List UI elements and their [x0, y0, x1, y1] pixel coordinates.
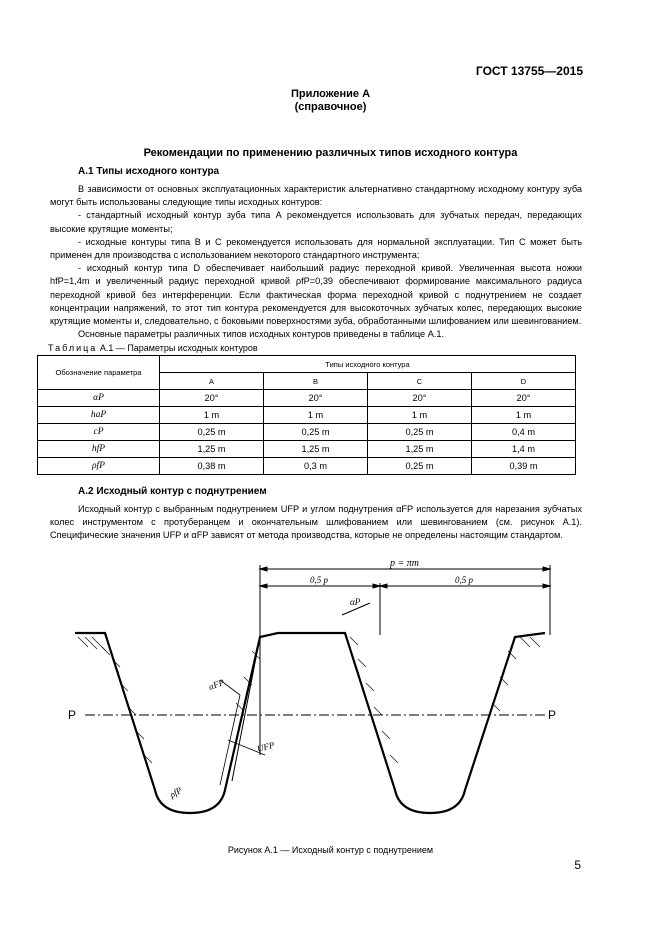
- paragraph: В зависимости от основных эксплуатационных характеристик альтернативно стандартному исходному контуру зуба могут быть использованы следующие типы исходных контуров:: [50, 184, 582, 208]
- param-symbol: ρfP: [38, 458, 160, 475]
- table-cell: 20°: [368, 390, 472, 407]
- table-row: [38, 424, 576, 441]
- col-header-param: Обозначение параметра: [38, 356, 160, 390]
- appendix-title: Приложение А: [290, 88, 371, 100]
- table-cell: 1,25 m: [160, 441, 264, 458]
- table-cell: 1 m: [160, 407, 264, 424]
- rho-fp-label: ρfP: [168, 784, 184, 800]
- pitch-line-label-right: P: [548, 708, 557, 722]
- paragraph: - исходный контур типа D обеспечивает наибольший радиус переходной кривой. Увеличенная высота ножки hfP=1,4m и увеличенный радиус переходной кривой ρfP=0,39 обеспечивают формирование максимального радиуса переходной кривой без интерференции. Если фактическая форма переходной кривой с поднутрением не создает концентрации напряжений, то этот тип контура рекомендуется для высокоточных зубчатых колес, передающих высокие крутящие моменты и, следовательно, с боковыми поверхностями зуба, обработанными шлифованием или шевингованием.: [50, 263, 582, 327]
- table-cell: 0,38 m: [160, 458, 264, 475]
- col-header-type: A: [160, 373, 264, 390]
- table-cell: 1,25 m: [368, 441, 472, 458]
- paragraph: Исходный контур с выбранным поднутрением UFP и углом поднутрения αFP используется для нарезания зубчатых колес инструментом с протуберанцем и окончательным шлифованием или шевингованием (см. рисунок А.1). Специфические значения UFP и αFP зависят от метода производства, которые не определены настоящим стандартом.: [50, 504, 582, 541]
- table-cell: 1 m: [368, 407, 472, 424]
- table-cell: 0,3 m: [264, 458, 368, 475]
- paragraph: Основные параметры различных типов исходных контуров приведены в таблице А.1.: [78, 329, 445, 340]
- figure-caption: Рисунок А.1 — Исходный контур с поднутрением: [227, 845, 434, 855]
- col-header-type: C: [368, 373, 472, 390]
- table-caption: [48, 343, 258, 353]
- u-fp-label: UFP: [255, 739, 276, 754]
- table-cell: 1 m: [472, 407, 576, 424]
- table-cell: 0,25 m: [368, 458, 472, 475]
- half-pitch-label: 0,5 p: [455, 575, 473, 585]
- alpha-fp-label: αFP: [207, 677, 226, 692]
- alpha-p-label: αP: [350, 597, 361, 607]
- table-cell: 20°: [264, 390, 368, 407]
- standard-number: ГОСТ 13755—2015: [475, 64, 583, 78]
- section-a2-title: А.2 Исходный контур с поднутрением: [78, 486, 267, 497]
- pitch-label: p = πm: [390, 558, 419, 569]
- table-cell: 0,25 m: [368, 424, 472, 441]
- param-symbol: cP: [38, 424, 160, 441]
- appendix-subtitle: (справочное): [294, 101, 367, 113]
- table-cell: 0,25 m: [160, 424, 264, 441]
- table-cell: 0,25 m: [264, 424, 368, 441]
- table-row: [38, 407, 576, 424]
- table-cell: 0,39 m: [472, 458, 576, 475]
- table-row: [38, 390, 576, 407]
- table-cell: 20°: [472, 390, 576, 407]
- table-row: [38, 458, 576, 475]
- table-caption-text: А.1 — Параметры исходных контуров: [99, 343, 258, 353]
- paragraph: - стандартный исходный контур зуба типа А рекомендуется использовать для зубчатых передач, передающих высокие крутящие моменты;: [50, 210, 582, 234]
- param-symbol: haP: [38, 407, 160, 424]
- section-a1-title: А.1 Типы исходного контура: [78, 166, 220, 177]
- table-cell: 20°: [160, 390, 264, 407]
- half-pitch-label: 0,5 p: [310, 575, 328, 585]
- table-cell: 1,25 m: [264, 441, 368, 458]
- table-cell: 1 m: [264, 407, 368, 424]
- section-a1-body: [50, 183, 582, 341]
- col-header-group: Типы исходного контура: [160, 356, 576, 373]
- pitch-line-label-left: P: [68, 708, 77, 722]
- col-header-type: D: [472, 373, 576, 390]
- main-heading: Рекомендации по применению различных типов исходного контура: [143, 147, 518, 159]
- col-header-type: B: [264, 373, 368, 390]
- table-row: [38, 441, 576, 458]
- param-symbol: hfP: [38, 441, 160, 458]
- table-cell: 0,4 m: [472, 424, 576, 441]
- param-symbol: αP: [38, 390, 160, 407]
- profile-figure: [60, 555, 560, 840]
- page-number: 5: [574, 858, 581, 872]
- section-a2-body: [50, 503, 582, 543]
- paragraph: - исходные контуры типа В и С рекомендуется использовать для нормальной эксплуатации. Тип С может быть применен для производства с использованием некоторого стандартного инструмента;: [50, 236, 582, 261]
- table-cell: 1,4 m: [472, 441, 576, 458]
- parameters-table: [37, 355, 576, 475]
- table-caption-prefix: Таблица: [48, 343, 98, 353]
